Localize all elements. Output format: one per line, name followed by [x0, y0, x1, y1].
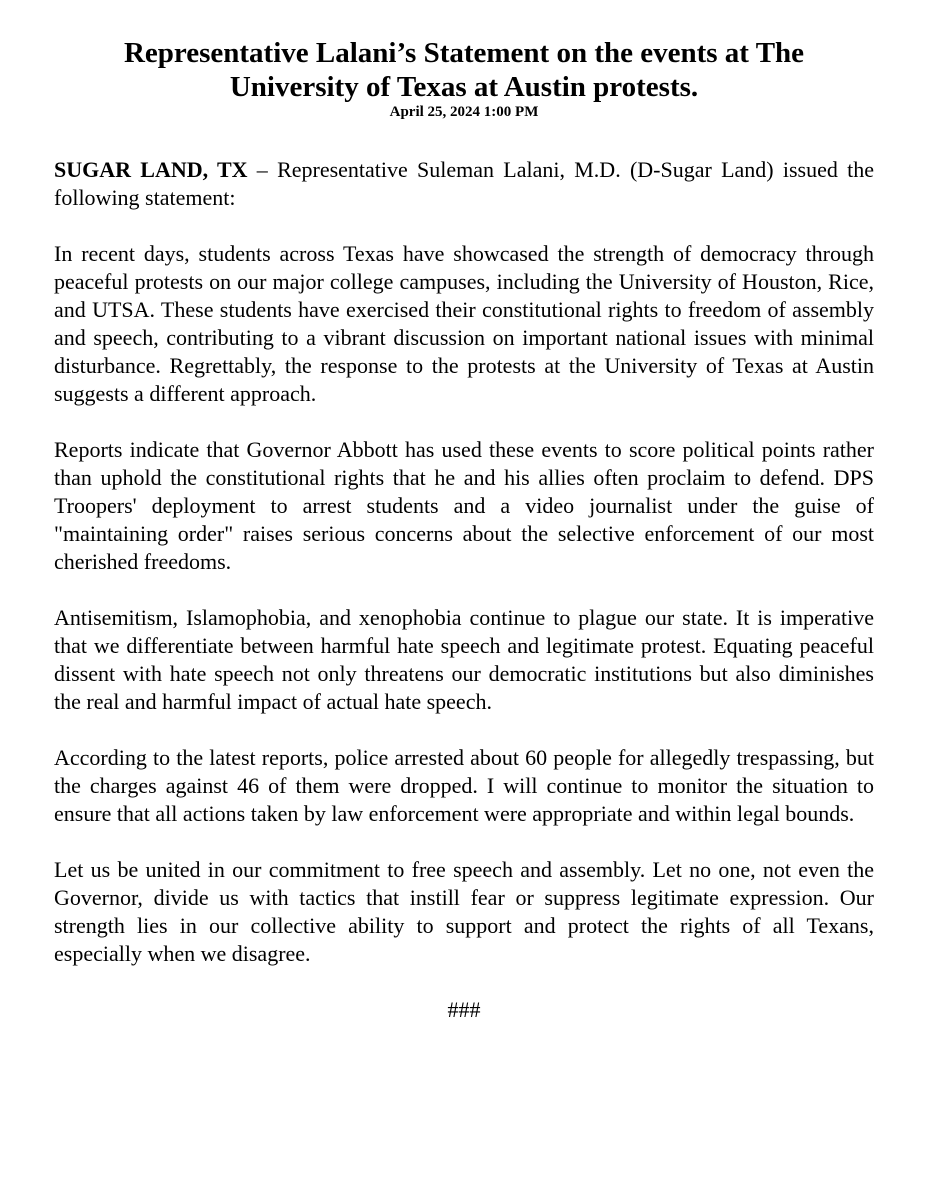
- paragraph-4: According to the latest reports, police arrested about 60 people for allegedly trespassing, but the charges against 46 of them were dropped. I will continue to monitor the situation to ensure that all actions taken by law enforcement were appropriate and within legal bounds.: [54, 745, 874, 826]
- statement-title: [54, 36, 874, 104]
- paragraph-2: Reports indicate that Governor Abbott has used these events to score political points rather than uphold the constitutional rights that he and his allies often proclaim to defend. DPS Troopers' deployment to arrest students and a video journalist under the guise of "maintaining order" raises serious concerns about the selective enforcement of our most cherished freedoms.: [54, 437, 874, 574]
- intro-location: SUGAR LAND, TX: [54, 157, 248, 182]
- statement-date: April 25, 2024 1:00 PM: [389, 104, 539, 120]
- end-mark: ###: [447, 997, 481, 1022]
- paragraph-5: Let us be united in our commitment to free speech and assembly. Let no one, not even the Governor, divide us with tactics that instill fear or suppress legitimate expression. Our strength lies in our collective ability to support and protect the rights of all Texans, especially when we disagree.: [54, 857, 874, 966]
- intro-paragraph: [54, 156, 874, 212]
- title-line-2: University of Texas at Austin protests.: [229, 71, 699, 103]
- paragraph-3: Antisemitism, Islamophobia, and xenophobia continue to plague our state. It is imperative that we differentiate between harmful hate speech and legitimate protest. Equating peaceful dissent with hate speech not only threatens our democratic institutions but also diminishes the real and harmful impact of actual hate speech.: [54, 605, 874, 714]
- title-line-1: Representative Lalani’s Statement on the events at The: [123, 37, 805, 69]
- intro-text: – Representative Suleman Lalani, M.D. (D-Sugar Land) issued the following statement:: [54, 157, 875, 210]
- paragraph-1: In recent days, students across Texas have showcased the strength of democracy through peaceful protests on our major college campuses, including the University of Houston, Rice, and UTSA. These students have exercised their constitutional rights to freedom of assembly and speech, contributing to a vibrant discussion on important national issues with minimal disturbance. Regrettably, the response to the protests at the University of Texas at Austin suggests a different approach.: [54, 241, 874, 406]
